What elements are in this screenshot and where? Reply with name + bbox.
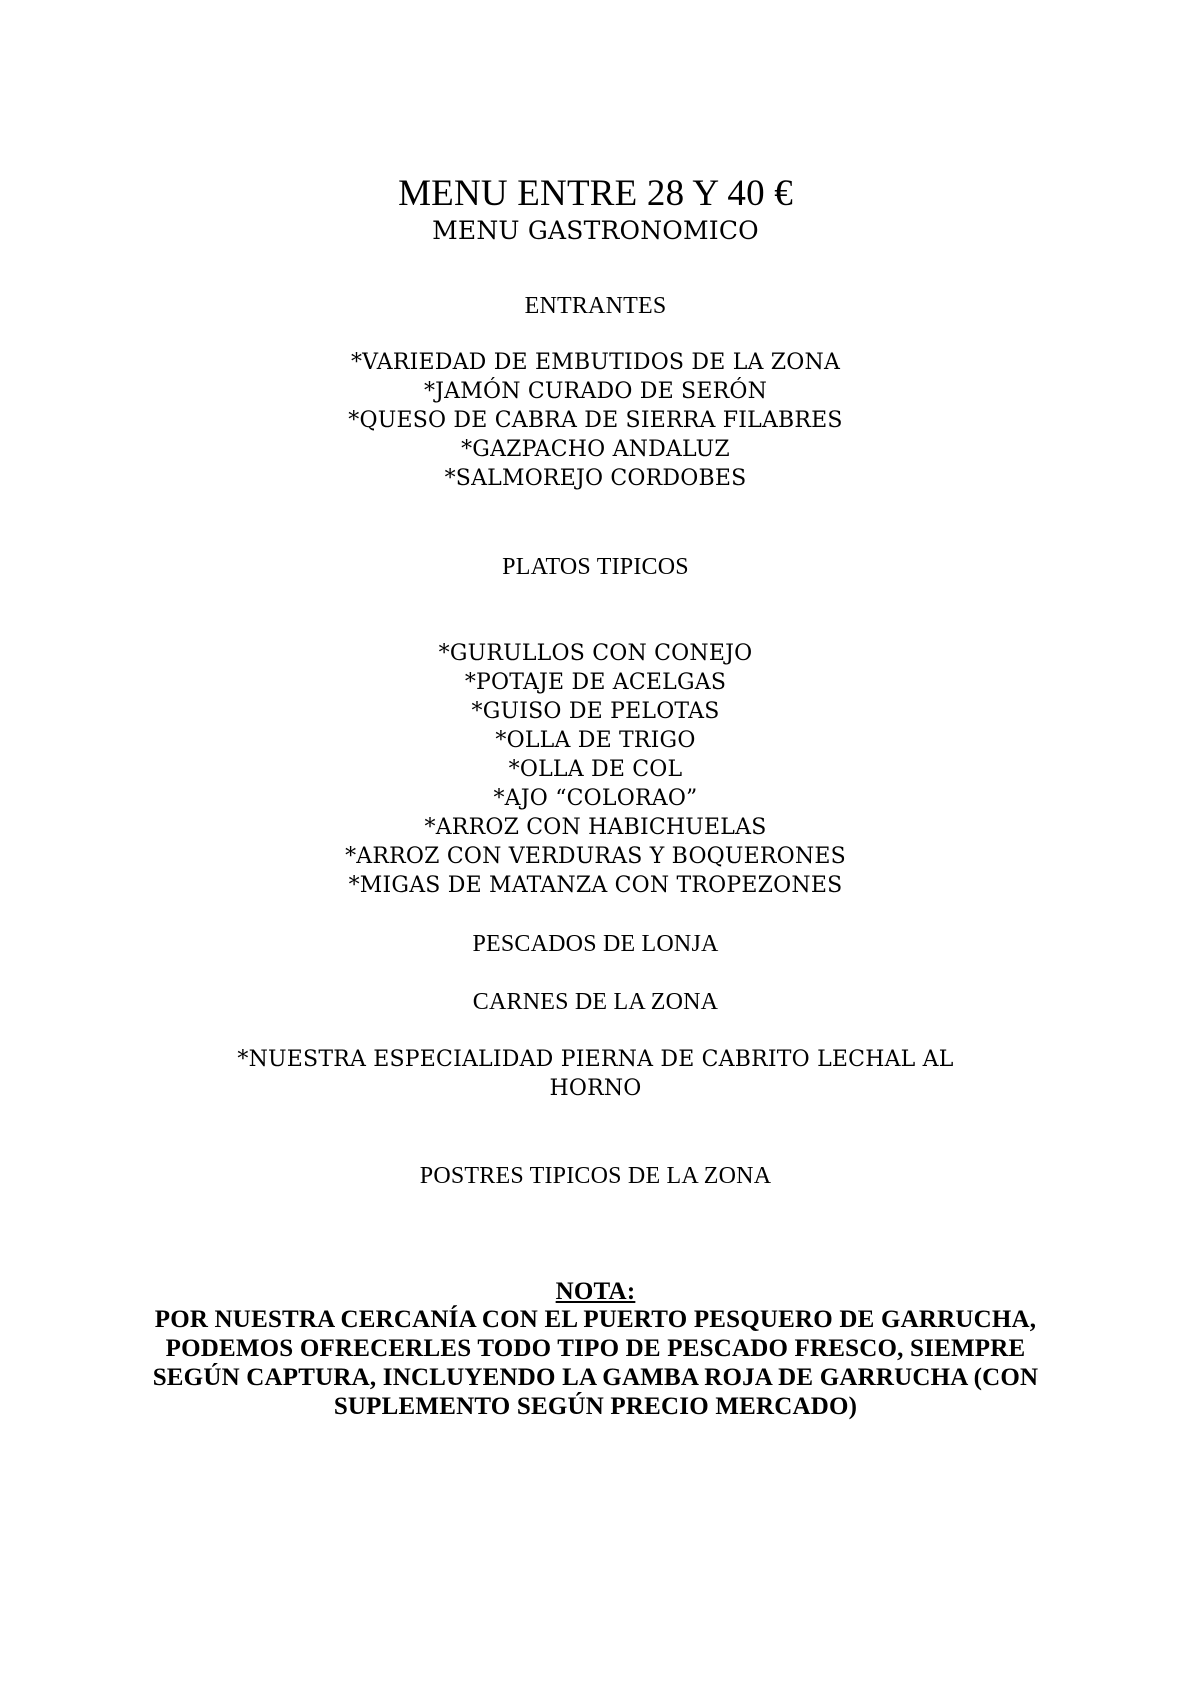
note-label: [0, 1278, 1191, 1306]
menu-item: *OLLA DE TRIGO: [495, 728, 696, 753]
menu-item: *AJO “COLORAO”: [493, 786, 698, 811]
note-line: PODEMOS OFRECERLES TODO TIPO DE PESCADO FRESCO, SIEMPRE: [165, 1335, 1026, 1362]
specialty-line: HORNO: [549, 1076, 642, 1101]
menu-item: *QUESO DE CABRA DE SIERRA FILABRES: [348, 408, 843, 433]
section-heading-postres: POSTRES TIPICOS DE LA ZONA: [419, 1163, 772, 1189]
menu-item: *MIGAS DE MATANZA CON TROPEZONES: [348, 873, 843, 898]
section-heading-pescados: PESCADOS DE LONJA: [472, 931, 719, 957]
note-line: POR NUESTRA CERCANÍA CON EL PUERTO PESQUERO DE GARRUCHA,: [154, 1306, 1037, 1333]
menu-subtitle: MENU GASTRONOMICO: [432, 216, 759, 245]
menu-title: MENU ENTRE 28 Y 40 €: [398, 173, 793, 214]
menu-item: *POTAJE DE ACELGAS: [464, 670, 727, 695]
section-heading-platos-tipicos: PLATOS TIPICOS: [502, 554, 689, 580]
note-line: SUPLEMENTO SEGÚN PRECIO MERCADO): [333, 1393, 858, 1420]
menu-item: *SALMOREJO CORDOBES: [444, 466, 747, 491]
menu-item: *JAMÓN CURADO DE SERÓN: [423, 379, 768, 404]
specialty-line: *NUESTRA ESPECIALIDAD PIERNA DE CABRITO LECHAL AL: [237, 1047, 954, 1072]
menu-item: *ARROZ CON HABICHUELAS: [424, 815, 767, 840]
menu-item: *GUISO DE PELOTAS: [471, 699, 720, 724]
note-line: SEGÚN CAPTURA, INCLUYENDO LA GAMBA ROJA DE GARRUCHA (CON: [152, 1364, 1039, 1391]
menu-item: *ARROZ CON VERDURAS Y BOQUERONES: [345, 844, 846, 869]
section-heading-carnes: CARNES DE LA ZONA: [472, 989, 719, 1015]
section-heading-entrantes: ENTRANTES: [524, 293, 667, 319]
menu-item: *GAZPACHO ANDALUZ: [461, 437, 730, 462]
menu-item: *GURULLOS CON CONEJO: [438, 641, 753, 666]
note-label-text: NOTA:: [555, 1278, 636, 1305]
menu-item: *OLLA DE COL: [508, 757, 683, 782]
menu-item: *VARIEDAD DE EMBUTIDOS DE LA ZONA: [350, 350, 841, 375]
